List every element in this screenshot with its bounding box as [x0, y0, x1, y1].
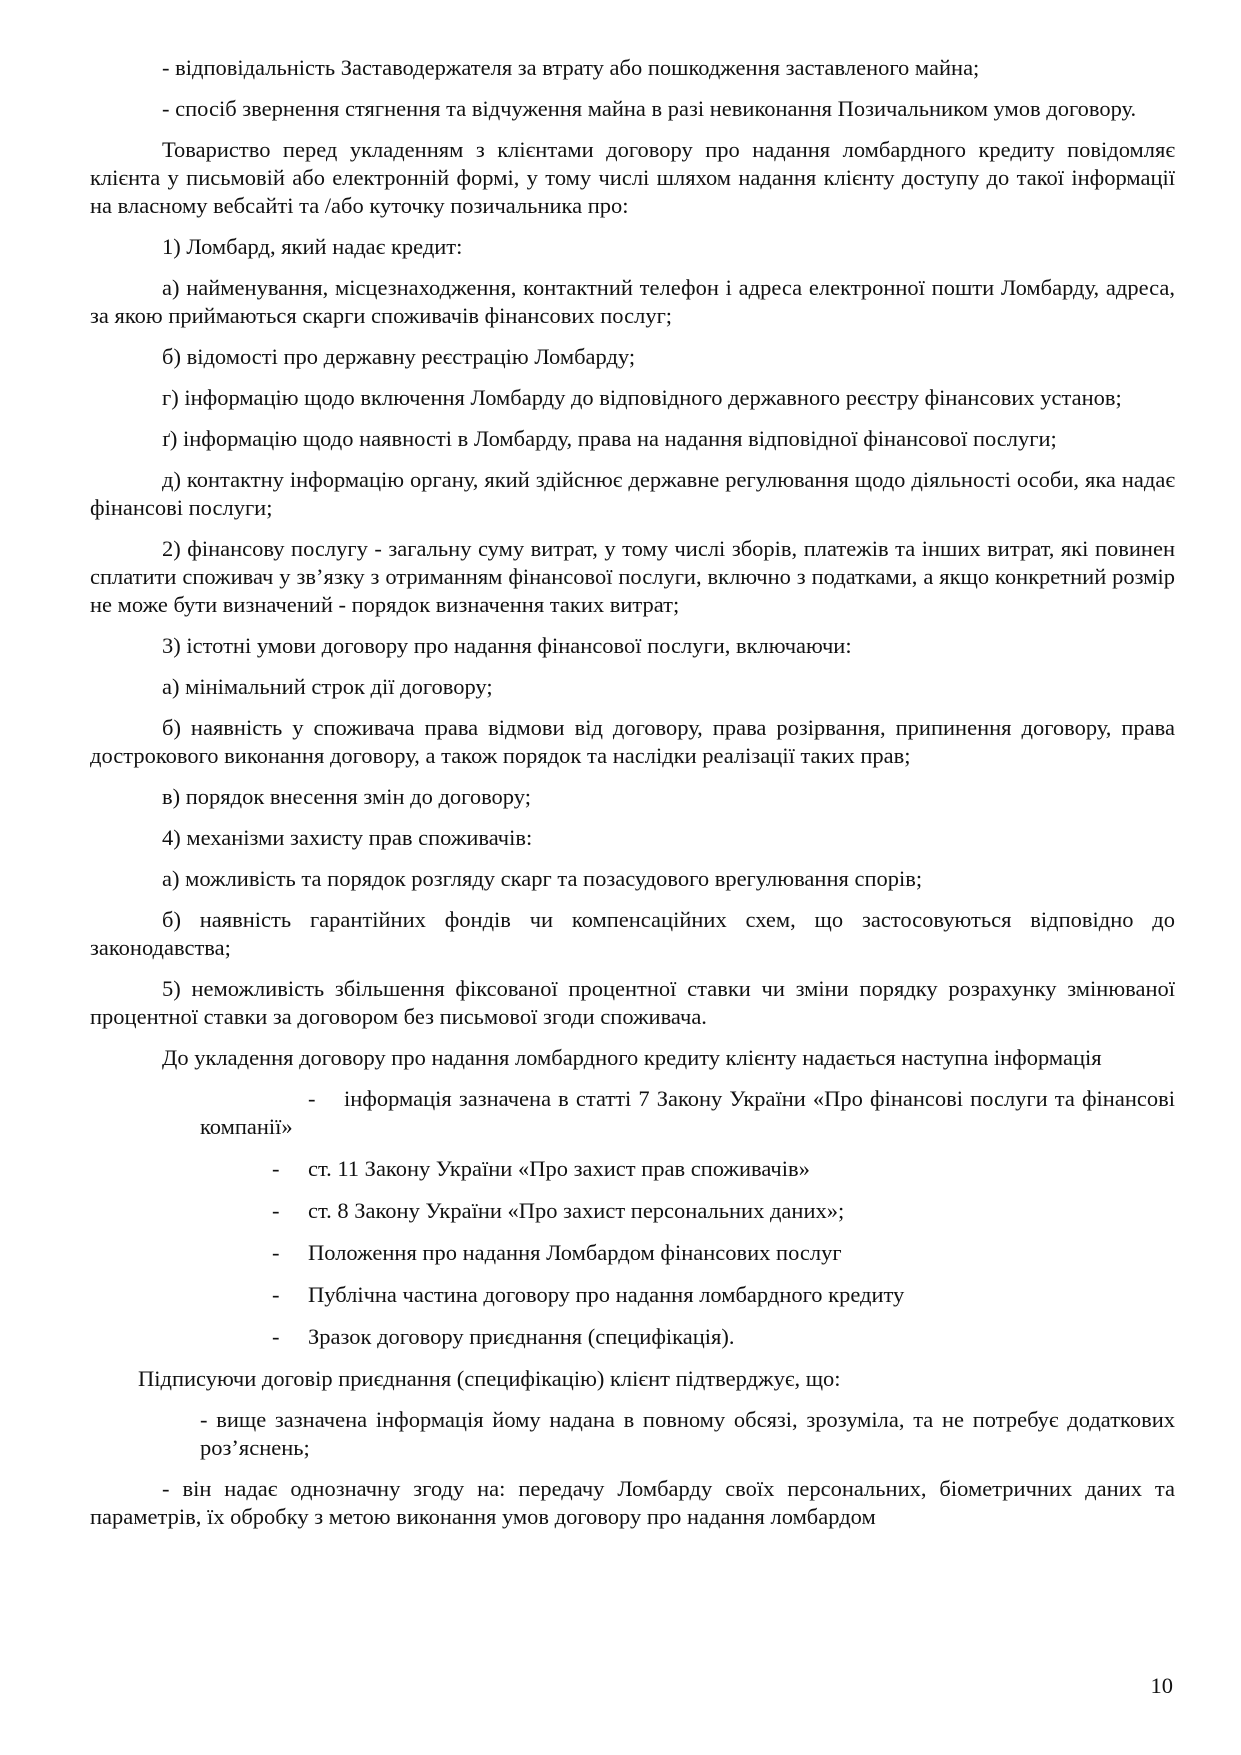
paragraph: - відповідальність Заставодержателя за втрату або пошкодження заставленого майна; [162, 55, 980, 80]
list-item-text: Положення про надання Ломбардом фінансових послуг [308, 1240, 842, 1265]
paragraph: д) контактну інформацію органу, який здійснює державне регулювання щодо діяльності особи, яка надає фінансові послуги; [90, 467, 1175, 520]
list-item-text: Публічна частина договору про надання ломбардного кредиту [308, 1282, 905, 1307]
list-item [90, 1323, 1175, 1351]
paragraph: - спосіб звернення стягнення та відчуження майна в разі невиконання Позичальником умов договору. [162, 96, 1137, 121]
paragraph: 3) істотні умови договору про надання фінансової послуги, включаючи: [162, 633, 852, 658]
list-item-text: Зразок договору приєднання (специфікація). [308, 1324, 735, 1349]
list-item [90, 1197, 1175, 1225]
list-item-text: ст. 11 Закону України «Про захист прав споживачів» [308, 1156, 810, 1181]
paragraph: б) відомості про державну реєстрацію Ломбарду; [162, 344, 636, 369]
paragraph: 4) механізми захисту прав споживачів: [162, 825, 533, 850]
list-dash: - [272, 1240, 280, 1265]
paragraph: а) найменування, місцезнаходження, контактний телефон і адреса електронної пошти Ломбарду, адреса, за якою приймаються скарги споживачів фінансових послуг; [90, 275, 1175, 328]
list-dash: - [272, 1282, 280, 1307]
closing-intro: Підписуючи договір приєднання (специфікацію) клієнт підтверджує, що: [138, 1366, 841, 1391]
paragraph: б) наявність у споживача права відмови від договору, права розірвання, припинення договору, права дострокового виконання договору, а також порядок та наслідки реалізації таких прав; [90, 715, 1175, 768]
list-item [90, 1155, 1175, 1183]
list-item [90, 1281, 1175, 1309]
paragraph: а) мінімальний строк дії договору; [162, 674, 493, 699]
document-page [90, 54, 1175, 1544]
information-list [90, 1085, 1175, 1351]
paragraph: 5) неможливість збільшення фіксованої процентної ставки чи зміни порядку розрахунку змінюваної процентної ставки за договором без письмової згоди споживача. [90, 976, 1175, 1029]
paragraph: Товариство перед укладенням з клієнтами договору про надання ломбардного кредиту повідомляє клієнта у письмовій або електронній формі, у тому числі шляхом надання клієнту доступу до такої інформації на власному вебсайті та /або куточку позичальника про: [90, 137, 1175, 218]
list-item-text: ст. 8 Закону України «Про захист персональних даних»; [308, 1198, 845, 1223]
list-item [90, 1239, 1175, 1267]
list-item-text: інформація зазначена в статті 7 Закону України «Про фінансові послуги та фінансові компанії» [200, 1086, 1175, 1139]
paragraph: ґ) інформацію щодо наявності в Ломбарду, права на надання відповідної фінансової послуги; [162, 426, 1057, 451]
paragraph: До укладення договору про надання ломбардного кредиту клієнту надається наступна інформація [162, 1045, 1102, 1070]
paragraph: 1) Ломбард, який надає кредит: [162, 234, 463, 259]
list-dash: - [272, 1324, 280, 1349]
paragraph: 2) фінансову послугу - загальну суму витрат, у тому числі зборів, платежів та інших витрат, які повинен сплатити споживач у зв’язку з отриманням фінансової послуги, включно з податками, а якщо конкретний розмір не може бути визначений - порядок визначення таких витрат; [90, 536, 1175, 617]
paragraph: б) наявність гарантійних фондів чи компенсаційних схем, що застосовуються відповідно до законодавства; [90, 907, 1175, 960]
paragraph: в) порядок внесення змін до договору; [162, 784, 531, 809]
list-dash: - [308, 1086, 316, 1111]
paragraph: г) інформацію щодо включення Ломбарду до відповідного державного реєстру фінансових установ; [162, 385, 1122, 410]
paragraph: а) можливість та порядок розгляду скарг та позасудового врегулювання спорів; [162, 866, 923, 891]
closing-item: - вище зазначена інформація йому надана в повному обсязі, зрозуміла, та не потребує додаткових роз’яснень; [200, 1407, 1175, 1460]
closing-item: - він надає однозначну згоду на: передачу Ломбарду своїх персональних, біометричних даних та параметрів, їх обробку з метою виконання умов договору про надання ломбардом [90, 1476, 1175, 1529]
list-dash: - [272, 1198, 280, 1223]
list-item [90, 1085, 1175, 1141]
list-dash: - [272, 1156, 280, 1181]
page-number: 10 [1150, 1673, 1173, 1698]
